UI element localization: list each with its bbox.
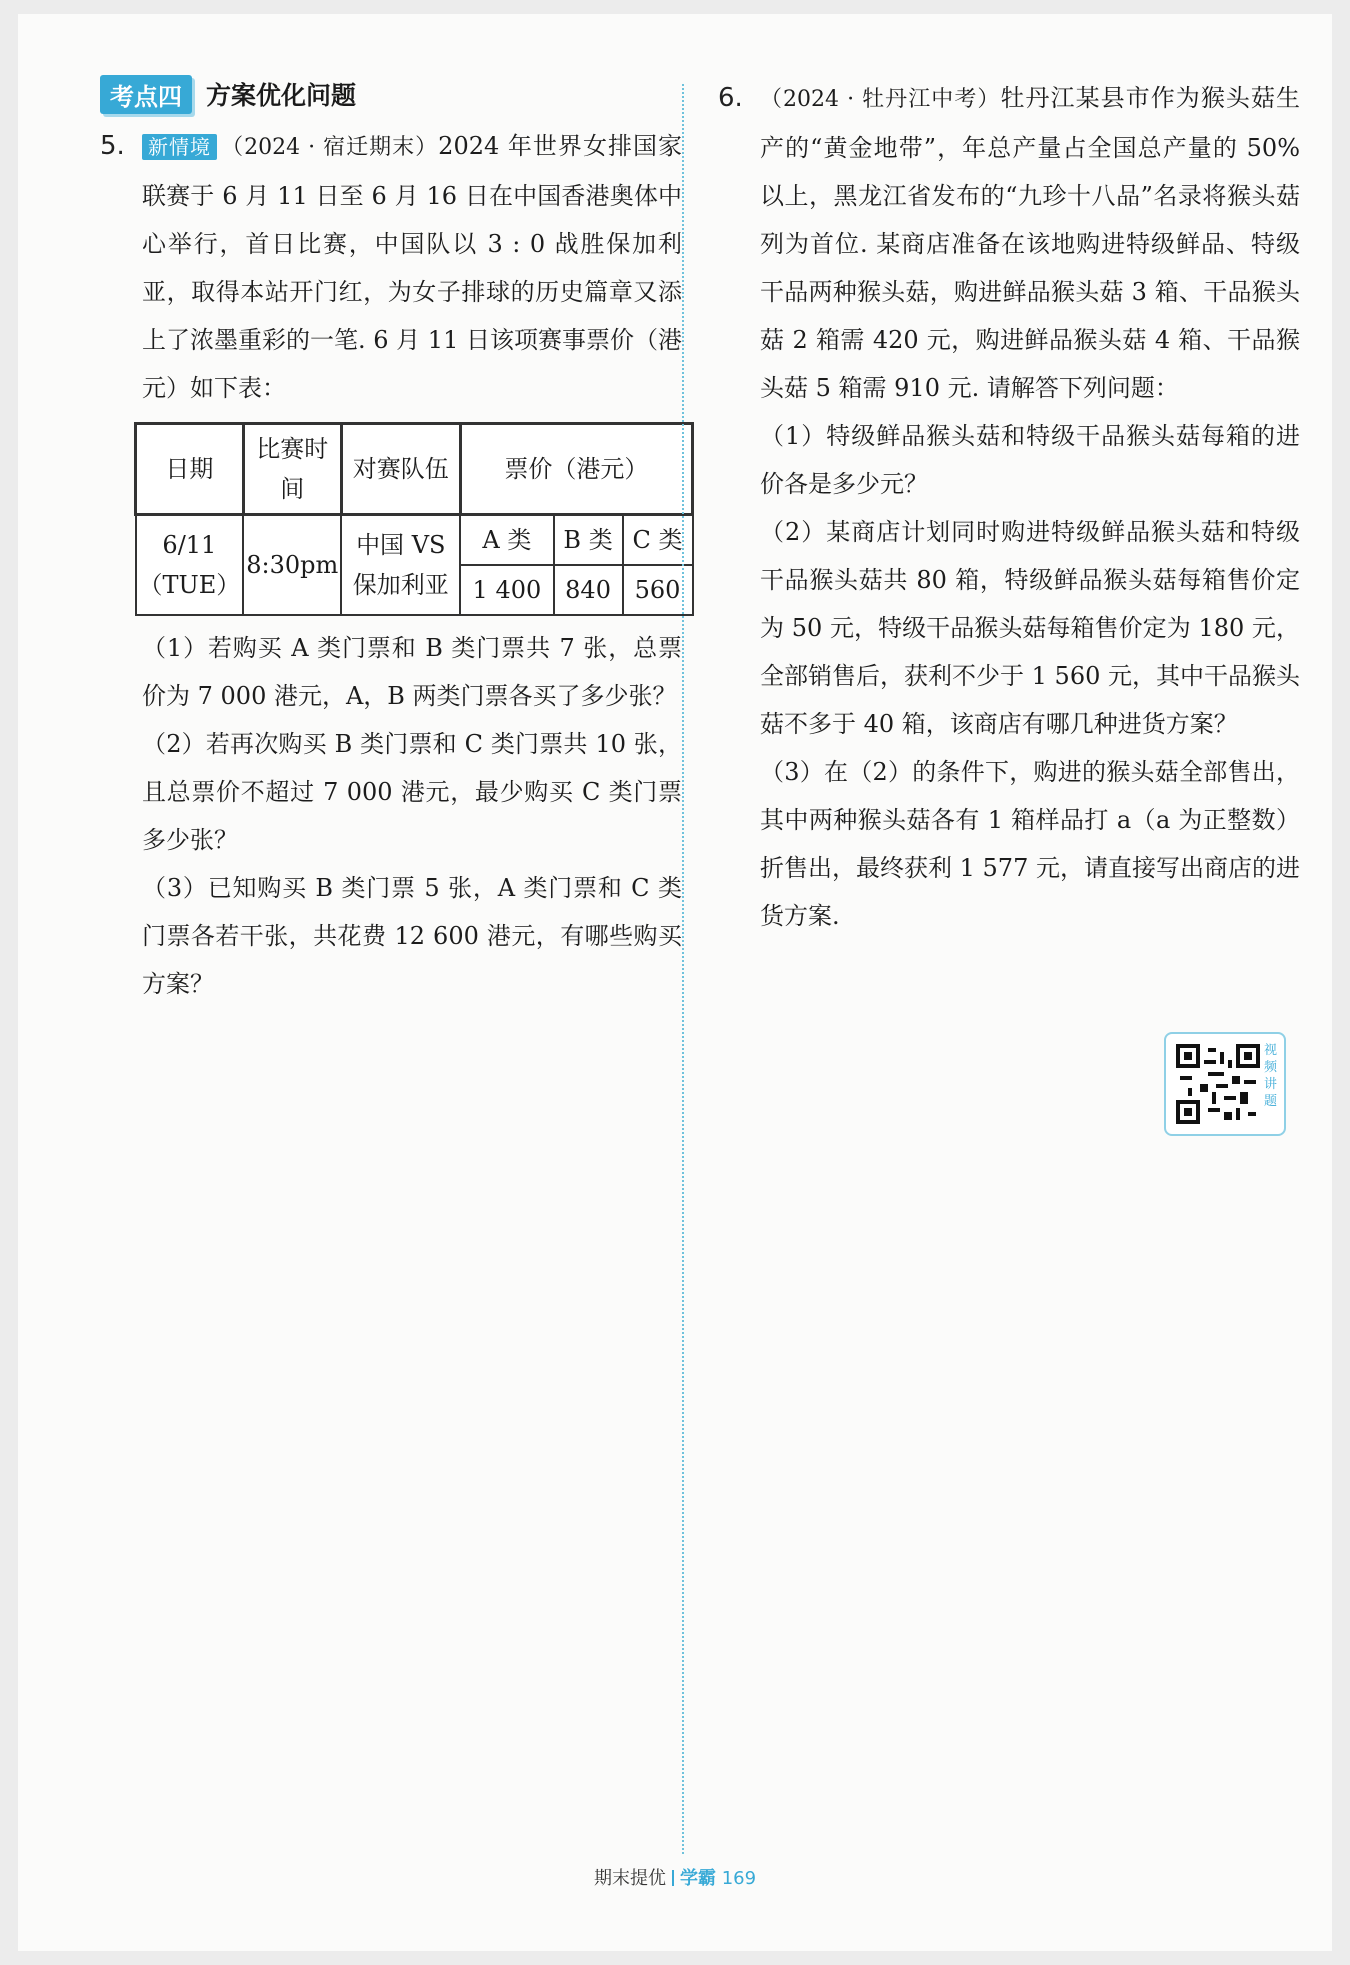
section-title: 方案优化问题	[206, 81, 357, 110]
table-class-a: A 类	[460, 515, 553, 566]
question-5-2: （2）若再次购买 B 类门票和 C 类门票共 10 张，且总票价不超过 7 000 港元，最少购买 C 类门票多少张？	[142, 730, 682, 854]
table-class-c: C 类	[623, 515, 693, 566]
problem-number: 6.	[718, 83, 743, 113]
problem-stem-text: 2024 年世界女排国家联赛于 6 月 11 日至 6 月 16 日在中国香港奥体中心举行，首日比赛，中国队以 3 : 0 战胜保加利亚，取得本站开门红，为女子排球的历史篇章又添上了浓墨重彩的一笔. 6 月 11 日该项赛事票价（港元）如下表：	[142, 132, 683, 402]
problem-6	[718, 74, 1300, 940]
table-price-b: 840	[554, 565, 623, 615]
qr-code-icon	[1176, 1044, 1260, 1124]
question-6-2: （2）某商店计划同时购进特级鲜品猴头菇和特级干品猴头菇共 80 箱，特级鲜品猴头菇每箱售价定为 50 元，特级干品猴头菇每箱售价定为 180 元，全部销售后，获利不少于 1 560 元，其中干品猴头菇不多于 40 箱，该商店有哪几种进货方案？	[760, 518, 1300, 738]
question-5-3: （3）已知购买 B 类门票 5 张，A 类门票和 C 类门票各若干张，共花费 12 600 港元，有哪些购买方案？	[142, 874, 682, 998]
problem-source: （2024 · 宿迁期末）	[221, 135, 439, 160]
problem-number: 5.	[100, 131, 125, 161]
column-divider	[682, 84, 684, 1854]
footer-brand: 学霸	[679, 1868, 716, 1889]
right-column	[718, 74, 1300, 940]
question-5-1: （1）若购买 A 类门票和 B 类门票共 7 张，总票价为 7 000 港元，A，B 两类门票各买了多少张？	[142, 634, 682, 710]
table-cell-date: 6/11（TUE）	[136, 515, 244, 616]
question-6-3: （3）在（2）的条件下，购进的猴头菇全部售出，其中两种猴头菇各有 1 箱样品打 a（a 为正整数）折售出，最终获利 1 577 元，请直接写出商店的进货方案.	[760, 758, 1300, 930]
page	[18, 14, 1332, 1951]
page-number: 169	[721, 1868, 757, 1889]
section-header	[100, 74, 682, 114]
question-6-1: （1）特级鲜品猴头菇和特级干品猴头菇每箱的进价各是多少元？	[760, 422, 1300, 498]
table-class-b: B 类	[554, 515, 623, 566]
table-header-date: 日期	[136, 424, 244, 515]
ticket-price-table	[134, 422, 694, 616]
table-cell-teams: 中国 VS 保加利亚	[341, 515, 460, 616]
table-price-c: 560	[623, 565, 693, 615]
table-header-teams: 对赛队伍	[341, 424, 460, 515]
new-context-tag: 新情境	[142, 134, 217, 160]
video-qr-label: 视频讲题	[1264, 1043, 1278, 1109]
table-price-a: 1 400	[460, 565, 553, 615]
problem-stem	[142, 122, 682, 412]
video-qr-code[interactable]	[1164, 1032, 1286, 1136]
problem-stem	[760, 74, 1300, 412]
left-column	[100, 74, 682, 1008]
table-header-price: 票价（港元）	[460, 424, 692, 515]
table-header-time: 比赛时间	[243, 424, 341, 515]
problem-stem-text: 牡丹江某县市作为猴头菇生产的“黄金地带”，年总产量占全国总产量的 50% 以上，黑龙江省发布的“九珍十八品”名录将猴头菇列为首位. 某商店准备在该地购进特级鲜品、特级干品两种猴头菇，购进鲜品猴头菇 3 箱、干品猴头菇 2 箱需 420 元，购进鲜品猴头菇 4 箱、干品猴头菇 5 箱需 910 元. 请解答下列问题：	[760, 84, 1301, 402]
footer-separator	[672, 1870, 674, 1886]
table-cell-time: 8:30pm	[243, 515, 341, 616]
page-footer	[18, 1864, 1332, 1890]
problem-5	[100, 122, 682, 1008]
problem-source: （2024 · 牡丹江中考）	[760, 87, 1001, 112]
section-badge: 考点四	[100, 75, 192, 114]
footer-series: 期末提优	[593, 1868, 666, 1889]
